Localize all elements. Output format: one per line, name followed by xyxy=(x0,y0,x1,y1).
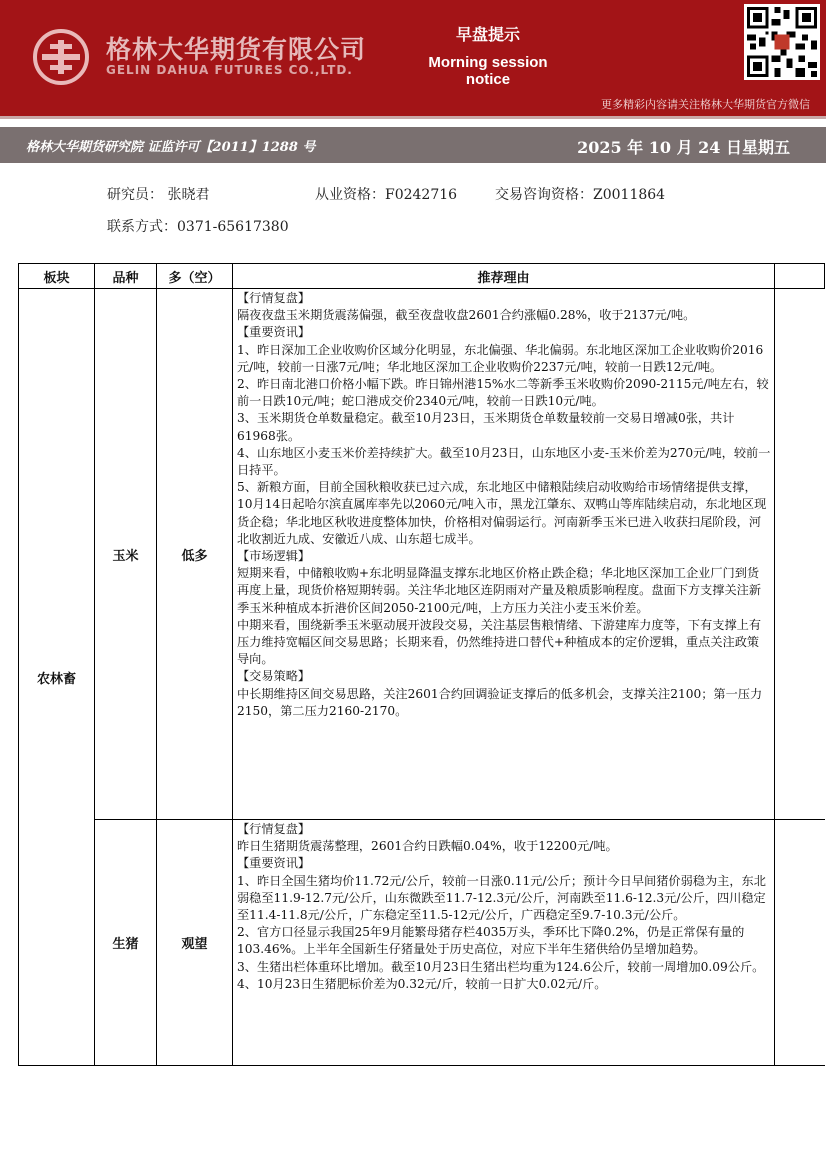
reason-hog xyxy=(233,820,775,1066)
sector-cell: 农林畜 xyxy=(19,289,95,1066)
reason-line: 隔夜夜盘玉米期货震荡偏强，截至夜盘收盘2601合约涨幅0.28%，收于2137元/吨。 xyxy=(237,308,696,323)
section-heading: 【重要资讯】 xyxy=(237,325,311,340)
reason-line: 2、官方口径显示我国25年9月能繁母猪存栏4035万头，季环比下降0.2%，仍是正常保有量的103.46%。上半年全国新生仔猪量处于历史高位，对应下半年生猪供给仍呈增加趋势。 xyxy=(237,925,745,957)
notice-subtitle: Morning session notice xyxy=(428,54,548,88)
direction-hog: 观望 xyxy=(157,820,233,1066)
header-sector: 板块 xyxy=(19,264,95,289)
header-direction: 多（空） xyxy=(157,264,233,289)
follow-wechat-text: 更多精彩内容请关注格林大华期货官方微信 xyxy=(601,98,810,111)
reason-line: 3、玉米期货仓单数量稳定。截至10月23日，玉米期货仓单数量较前一交易日增减0张，共计61968张。 xyxy=(237,411,735,443)
reason-line: 4、10月23日生猪肥标价差为0.32元/斤，较前一日扩大0.02元/斤。 xyxy=(237,976,607,991)
reason-line: 3、生猪出栏体重环比增加。截至10月23日生猪出栏均重为124.6公斤，较前一周增加0.09公斤。 xyxy=(237,959,765,974)
table-header-row xyxy=(19,264,825,289)
section-heading: 【行情复盘】 xyxy=(237,822,311,836)
reason-line: 中长期维持区间交易思路，关注2601合约回调验证支撑后的低多机会，支撑关注2100；第一压力2150，第二压力2160-2170。 xyxy=(237,686,763,718)
reason-line: 1、昨日全国生猪均价11.72元/公斤，较前一日涨0.11元/公斤；预计今日早间猪价弱稳为主，东北弱稳至11.9-12.7元/公斤，山东微跌至11.7-12.3元/公斤，河南跌至11.6-12.3元/公斤，四川稳定至11.4-11.8元/公斤，广东稳定至11.5-12元/公斤，广西稳定至9.7-10.3元/公斤。 xyxy=(237,873,766,923)
table-row-corn xyxy=(19,289,825,820)
blank-cell xyxy=(775,820,825,1066)
table-row-hog xyxy=(19,820,825,1066)
report-date: 2025 年 10 月 24 日星期五 xyxy=(577,138,790,157)
institute-license: 格林大华期货研究院 证监许可【2011】1288 号 xyxy=(26,140,316,155)
direction-corn: 低多 xyxy=(157,289,233,820)
reason-line: 4、山东地区小麦玉米价差持续扩大。截至10月23日，山东地区小麦-玉米价差为270元/吨，较前一日持平。 xyxy=(237,445,771,478)
company-name-cn: 格林大华期货有限公司 xyxy=(106,35,367,64)
contact: 联系方式：0371-65617380 xyxy=(107,219,289,235)
section-heading: 【交易策略】 xyxy=(237,669,311,684)
reason-line: 短期来看，中储粮收购+东北明显降温支撑东北地区价格止跌企稳；华北地区深加工企业厂门到货再度上量，现货价格短期转弱。关注华北地区连阴雨对产量及粮质影响程度。盘面下方支撑关注新季玉米种植成本折港价区间2050-2100元/吨，上方压力关注小麦玉米价差。 xyxy=(237,566,762,615)
info-band xyxy=(0,127,826,163)
reason-line: 1、昨日深加工企业收购价区域分化明显，东北偏强、华北偏弱。东北地区深加工企业收购价2016元/吨，较前一日涨7元/吨；华北地区深加工企业收购价2237元/吨，较前一日跌12元/吨。 xyxy=(237,342,764,374)
consult-qualification: 交易咨询资格：Z0011864 xyxy=(495,187,666,203)
section-heading: 【重要资讯】 xyxy=(237,856,311,871)
reason-line: 2、昨日南北港口价格小幅下跌。昨日锦州港15%水二等新季玉米收购价2090-2115元/吨左右，较前一日跌10元/吨；蛇口港成交价2340元/吨，较前一日跌10元/吨。 xyxy=(237,377,769,409)
header-banner xyxy=(0,0,826,116)
header-variety: 品种 xyxy=(95,264,157,289)
reason-line: 昨日生猪期货震荡整理，2601合约日跌幅0.04%，收于12200元/吨。 xyxy=(237,839,618,854)
header-reason: 推荐理由 xyxy=(233,264,775,289)
variety-hog: 生猪 xyxy=(95,820,157,1066)
researcher: 研究员： 张晓君 xyxy=(107,187,210,203)
qr-code-icon xyxy=(744,4,820,80)
notice-title: 早盘提示 xyxy=(455,25,520,44)
reason-line: 5、新粮方面，目前全国秋粮收获已过六成，东北地区中储粮陆续启动收购给市场情绪提供支撑，10月14日起哈尔滨直属库率先以2060元/吨入市，黑龙江肇东、双鸭山等库陆续启动，东北地区现货企稳；华北地区秋收进度整体加快，价格相对偏弱运行。河南新季玉米已进入收获扫尾阶段，河北收割近九成、安徽近八成、山东超七成半。 xyxy=(237,480,767,546)
section-heading: 【行情复盘】 xyxy=(237,291,311,305)
recommendation-table xyxy=(18,263,825,1066)
company-logo-icon xyxy=(32,28,90,86)
reason-corn xyxy=(233,289,775,820)
header-blank xyxy=(775,264,825,289)
section-heading: 【市场逻辑】 xyxy=(237,549,311,564)
reason-line: 中期来看，围绕新季玉米驱动展开波段交易，关注基层售粮情绪、下游建库力度等，下有支撑上有压力维持宽幅区间交易思路；长期来看，仍然维持进口替代+种植成本的定价逻辑，重点关注政策导向。 xyxy=(237,617,762,667)
variety-corn: 玉米 xyxy=(95,289,157,820)
company-name-en: GELIN DAHUA FUTURES CO.,LTD. xyxy=(106,63,353,77)
blank-cell xyxy=(775,289,825,820)
header-divider xyxy=(0,116,826,119)
qualification: 从业资格：F0242716 xyxy=(315,187,458,203)
